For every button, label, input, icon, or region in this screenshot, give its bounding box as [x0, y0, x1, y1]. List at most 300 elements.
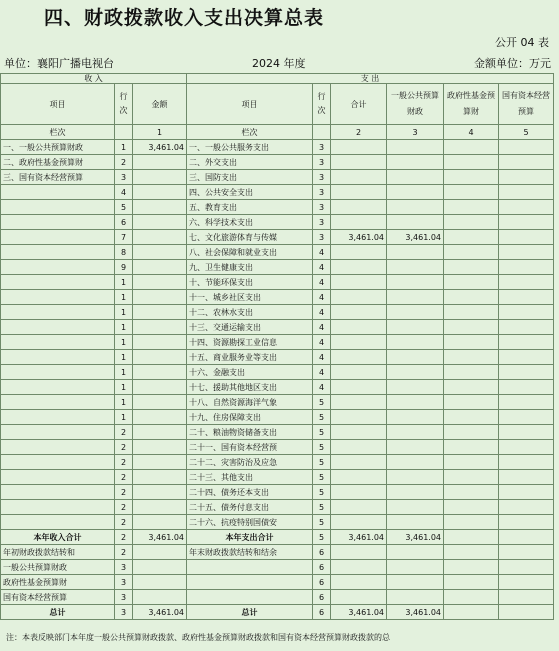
expense-gov-fund [444, 395, 499, 410]
expense-line: 4 [313, 320, 331, 335]
table-row [1, 500, 554, 515]
expense-total [331, 320, 387, 335]
income-amount [133, 545, 187, 560]
income-line: 2 [115, 155, 133, 170]
expense-line: 3 [313, 215, 331, 230]
expense-item: 九、卫生健康支出 [187, 260, 313, 275]
expense-total [331, 245, 387, 260]
expense-state-capital [499, 395, 554, 410]
expense-line: 5 [313, 470, 331, 485]
expense-line: 3 [313, 185, 331, 200]
expense-general-budget [387, 545, 444, 560]
expense-gov-fund [444, 155, 499, 170]
income-line: 2 [115, 425, 133, 440]
table-row [1, 395, 554, 410]
expense-general-budget: 3,461.04 [387, 230, 444, 245]
expense-total [331, 215, 387, 230]
col-item-header: 项目 [1, 84, 115, 125]
expense-state-capital [499, 485, 554, 500]
expense-state-capital [499, 455, 554, 470]
table-row [1, 230, 554, 245]
expense-state-capital [499, 380, 554, 395]
income-item: 一、一般公共预算财政 [1, 140, 115, 155]
expense-line: 4 [313, 380, 331, 395]
income-amount [133, 260, 187, 275]
income-line: 2 [115, 500, 133, 515]
expense-state-capital [499, 200, 554, 215]
table-row [1, 530, 554, 545]
expense-general-budget [387, 395, 444, 410]
income-amount [133, 395, 187, 410]
expense-total [331, 305, 387, 320]
expense-line: 5 [313, 425, 331, 440]
expense-gov-fund [444, 320, 499, 335]
expense-total [331, 560, 387, 575]
expense-state-capital [499, 230, 554, 245]
expense-state-capital [499, 245, 554, 260]
income-amount [133, 515, 187, 530]
expense-item: 八、社会保障和就业支出 [187, 245, 313, 260]
income-item [1, 215, 115, 230]
income-amount [133, 335, 187, 350]
expense-line: 3 [313, 140, 331, 155]
expense-item: 十二、农林水支出 [187, 305, 313, 320]
table-row [1, 575, 554, 590]
expense-state-capital [499, 305, 554, 320]
expense-line: 3 [313, 155, 331, 170]
expense-general-budget [387, 470, 444, 485]
expense-general-budget [387, 350, 444, 365]
income-item [1, 350, 115, 365]
expense-state-capital [499, 590, 554, 605]
expense-item: 二十五、债务付息支出 [187, 500, 313, 515]
expense-total: 3,461.04 [331, 605, 387, 620]
expense-line: 5 [313, 455, 331, 470]
expense-state-capital [499, 440, 554, 455]
table-row [1, 350, 554, 365]
expense-state-capital [499, 605, 554, 620]
expense-line: 4 [313, 350, 331, 365]
table-row [1, 425, 554, 440]
expense-general-budget [387, 155, 444, 170]
col-general-budget-header: 一般公共预算财政 [387, 84, 444, 125]
expense-gov-fund [444, 545, 499, 560]
income-line: 8 [115, 245, 133, 260]
expense-gov-fund [444, 380, 499, 395]
expense-line: 3 [313, 230, 331, 245]
table-row [1, 215, 554, 230]
expense-line: 6 [313, 590, 331, 605]
income-item [1, 320, 115, 335]
income-amount [133, 230, 187, 245]
expense-state-capital [499, 155, 554, 170]
income-line: 4 [115, 185, 133, 200]
income-item [1, 335, 115, 350]
expense-general-budget [387, 455, 444, 470]
expense-gov-fund [444, 560, 499, 575]
expense-gov-fund [444, 245, 499, 260]
table-row [1, 260, 554, 275]
expense-item: 十一、城乡社区支出 [187, 290, 313, 305]
expense-line: 4 [313, 365, 331, 380]
expense-state-capital [499, 500, 554, 515]
expense-gov-fund [444, 335, 499, 350]
income-line: 2 [115, 470, 133, 485]
col-state-capital-header: 国有资本经营预算 [499, 84, 554, 125]
budget-table [0, 73, 554, 620]
expense-total [331, 485, 387, 500]
expense-general-budget [387, 485, 444, 500]
lanci-label-2: 栏次 [187, 125, 313, 140]
income-amount [133, 575, 187, 590]
expense-line: 4 [313, 290, 331, 305]
expense-gov-fund [444, 605, 499, 620]
expense-general-budget [387, 290, 444, 305]
income-line: 1 [115, 275, 133, 290]
expense-total [331, 155, 387, 170]
expense-state-capital [499, 185, 554, 200]
expense-line: 3 [313, 200, 331, 215]
expense-gov-fund [444, 260, 499, 275]
expense-item: 二十六、抗疫特别国债安 [187, 515, 313, 530]
expense-general-budget [387, 275, 444, 290]
expense-general-budget [387, 380, 444, 395]
table-row [1, 155, 554, 170]
expense-state-capital [499, 290, 554, 305]
expense-state-capital [499, 470, 554, 485]
expense-line: 6 [313, 575, 331, 590]
expense-state-capital [499, 365, 554, 380]
expense-item: 六、科学技术支出 [187, 215, 313, 230]
col-index-1: 1 [133, 125, 187, 140]
income-amount [133, 500, 187, 515]
expense-gov-fund [444, 425, 499, 440]
expense-line: 5 [313, 515, 331, 530]
income-line: 3 [115, 560, 133, 575]
table-row [1, 410, 554, 425]
expense-item: 二十三、其他支出 [187, 470, 313, 485]
income-line: 3 [115, 575, 133, 590]
table-row [1, 590, 554, 605]
expense-total [331, 290, 387, 305]
income-amount [133, 200, 187, 215]
expense-gov-fund [444, 455, 499, 470]
table-row [1, 455, 554, 470]
income-item [1, 230, 115, 245]
expense-general-budget [387, 560, 444, 575]
income-item: 三、国有资本经营预算 [1, 170, 115, 185]
income-line: 1 [115, 380, 133, 395]
expense-line: 6 [313, 545, 331, 560]
expense-item: 二十一、国有资本经营预 [187, 440, 313, 455]
expense-gov-fund [444, 575, 499, 590]
expense-general-budget [387, 590, 444, 605]
income-amount [133, 290, 187, 305]
income-item [1, 470, 115, 485]
table-row [1, 320, 554, 335]
income-line: 1 [115, 395, 133, 410]
expense-total [331, 545, 387, 560]
income-line: 7 [115, 230, 133, 245]
expense-total [331, 590, 387, 605]
table-row [1, 515, 554, 530]
expense-state-capital [499, 515, 554, 530]
income-amount: 3,461.04 [133, 605, 187, 620]
page-title: 四、财政拨款收入支出决算总表 [44, 7, 325, 29]
table-row [1, 560, 554, 575]
income-line: 2 [115, 515, 133, 530]
income-item [1, 305, 115, 320]
expense-item: 七、文化旅游体育与传媒 [187, 230, 313, 245]
expense-line: 4 [313, 245, 331, 260]
income-item: 总计 [1, 605, 115, 620]
income-item [1, 395, 115, 410]
expense-general-budget [387, 425, 444, 440]
expense-state-capital [499, 140, 554, 155]
income-amount [133, 485, 187, 500]
income-amount [133, 380, 187, 395]
income-item [1, 455, 115, 470]
income-line: 3 [115, 170, 133, 185]
expense-state-capital [499, 260, 554, 275]
expense-general-budget [387, 500, 444, 515]
table-row [1, 305, 554, 320]
expense-line: 4 [313, 305, 331, 320]
expense-general-budget [387, 245, 444, 260]
expense-item: 十九、住房保障支出 [187, 410, 313, 425]
expense-item [187, 590, 313, 605]
expense-general-budget [387, 215, 444, 230]
expense-total [331, 365, 387, 380]
expense-general-budget [387, 410, 444, 425]
expense-state-capital [499, 425, 554, 440]
table-row [1, 545, 554, 560]
expense-general-budget [387, 365, 444, 380]
table-row [1, 140, 554, 155]
income-amount [133, 305, 187, 320]
income-item: 一般公共预算财政 [1, 560, 115, 575]
expense-general-budget [387, 335, 444, 350]
expense-total [331, 500, 387, 515]
income-item [1, 245, 115, 260]
income-line: 2 [115, 485, 133, 500]
expense-gov-fund [444, 305, 499, 320]
expense-line: 4 [313, 335, 331, 350]
col-item2-header: 项目 [187, 84, 313, 125]
income-item [1, 380, 115, 395]
meta-bar [0, 53, 559, 71]
unit-label: 单位：襄阳广播电视台 [4, 57, 114, 70]
expense-line: 5 [313, 395, 331, 410]
expense-total [331, 515, 387, 530]
expense-item: 总计 [187, 605, 313, 620]
income-amount [133, 215, 187, 230]
expense-line: 5 [313, 440, 331, 455]
expense-general-budget [387, 575, 444, 590]
expense-general-budget [387, 185, 444, 200]
expense-line: 4 [313, 275, 331, 290]
income-item [1, 500, 115, 515]
income-amount [133, 155, 187, 170]
income-header: 收 入 [1, 74, 187, 84]
expense-general-budget [387, 320, 444, 335]
expense-total [331, 410, 387, 425]
expense-item: 十三、交通运输支出 [187, 320, 313, 335]
expense-total [331, 440, 387, 455]
expense-total [331, 260, 387, 275]
expense-state-capital [499, 530, 554, 545]
col-index-4: 4 [444, 125, 499, 140]
expense-item [187, 560, 313, 575]
income-amount [133, 425, 187, 440]
expense-gov-fund [444, 215, 499, 230]
col-amount-header: 金额 [133, 84, 187, 125]
income-line: 5 [115, 200, 133, 215]
expense-item: 三、国防支出 [187, 170, 313, 185]
expense-gov-fund [444, 275, 499, 290]
table-row [1, 440, 554, 455]
income-line: 1 [115, 290, 133, 305]
expense-gov-fund [444, 185, 499, 200]
expense-item: 二、外交支出 [187, 155, 313, 170]
expense-gov-fund [444, 290, 499, 305]
expense-line: 5 [313, 500, 331, 515]
expense-total [331, 395, 387, 410]
income-amount: 3,461.04 [133, 140, 187, 155]
income-line: 6 [115, 215, 133, 230]
expense-item: 十八、自然资源海洋气象 [187, 395, 313, 410]
income-line: 1 [115, 335, 133, 350]
expense-item: 二十、粮油物资储备支出 [187, 425, 313, 440]
income-amount [133, 455, 187, 470]
income-item [1, 260, 115, 275]
expense-line: 5 [313, 530, 331, 545]
expense-general-budget [387, 260, 444, 275]
income-amount [133, 560, 187, 575]
income-item [1, 200, 115, 215]
income-line: 3 [115, 590, 133, 605]
expense-total: 3,461.04 [331, 230, 387, 245]
income-line: 1 [115, 350, 133, 365]
expense-state-capital [499, 335, 554, 350]
expense-state-capital [499, 350, 554, 365]
expense-gov-fund [444, 470, 499, 485]
table-row [1, 485, 554, 500]
income-item: 国有资本经营预算 [1, 590, 115, 605]
expense-total [331, 185, 387, 200]
expense-state-capital [499, 275, 554, 290]
col-line2-header: 行次 [313, 84, 331, 125]
expense-gov-fund [444, 485, 499, 500]
table-row [1, 275, 554, 290]
expense-state-capital [499, 410, 554, 425]
col-total-header: 合计 [331, 84, 387, 125]
expense-total [331, 140, 387, 155]
expense-gov-fund [444, 140, 499, 155]
expense-general-budget [387, 140, 444, 155]
table-row [1, 605, 554, 620]
expense-line: 4 [313, 260, 331, 275]
expense-gov-fund [444, 170, 499, 185]
income-amount [133, 350, 187, 365]
income-line: 3 [115, 605, 133, 620]
expense-general-budget [387, 440, 444, 455]
expense-item: 十、节能环保支出 [187, 275, 313, 290]
expense-gov-fund [444, 590, 499, 605]
expense-line: 5 [313, 410, 331, 425]
income-amount [133, 440, 187, 455]
income-item [1, 185, 115, 200]
expense-gov-fund [444, 440, 499, 455]
table-row [1, 470, 554, 485]
expense-general-budget [387, 515, 444, 530]
amount-unit-label: 金额单位：万元 [474, 57, 551, 70]
income-line: 1 [115, 305, 133, 320]
expense-item: 四、公共安全支出 [187, 185, 313, 200]
col-index-5: 5 [499, 125, 554, 140]
expense-item: 五、教育支出 [187, 200, 313, 215]
col-gov-fund-header: 政府性基金预算财 [444, 84, 499, 125]
expense-line: 5 [313, 485, 331, 500]
col-line-header: 行次 [115, 84, 133, 125]
income-amount: 3,461.04 [133, 530, 187, 545]
expense-gov-fund [444, 350, 499, 365]
income-amount [133, 185, 187, 200]
footnote: 注：本表反映部门本年度一般公共预算财政拨款、政府性基金预算财政拨款和国有资本经营预算财政拨款的总 [6, 633, 390, 642]
income-amount [133, 170, 187, 185]
income-item: 政府性基金预算财 [1, 575, 115, 590]
expense-total [331, 275, 387, 290]
expense-total [331, 350, 387, 365]
expense-gov-fund [444, 365, 499, 380]
income-line: 1 [115, 365, 133, 380]
income-amount [133, 590, 187, 605]
income-item [1, 290, 115, 305]
table-row [1, 380, 554, 395]
income-item: 二、政府性基金预算财 [1, 155, 115, 170]
income-amount [133, 470, 187, 485]
table-row [1, 290, 554, 305]
expense-state-capital [499, 170, 554, 185]
table-row [1, 170, 554, 185]
expense-total [331, 470, 387, 485]
expense-gov-fund [444, 530, 499, 545]
expense-state-capital [499, 320, 554, 335]
expense-gov-fund [444, 230, 499, 245]
expense-item: 十七、援助其他地区支出 [187, 380, 313, 395]
expense-general-budget [387, 170, 444, 185]
income-line: 2 [115, 440, 133, 455]
expense-general-budget: 3,461.04 [387, 530, 444, 545]
table-row [1, 245, 554, 260]
table-row [1, 185, 554, 200]
expense-item: 二十四、债务还本支出 [187, 485, 313, 500]
year-label: 2024 年度 [252, 57, 306, 70]
table-row [1, 200, 554, 215]
table-row [1, 365, 554, 380]
expense-total [331, 170, 387, 185]
expense-total [331, 575, 387, 590]
income-amount [133, 320, 187, 335]
col-index-3: 3 [387, 125, 444, 140]
expense-state-capital [499, 545, 554, 560]
income-item [1, 515, 115, 530]
income-line: 2 [115, 530, 133, 545]
expense-state-capital [499, 560, 554, 575]
expense-state-capital [499, 215, 554, 230]
income-item [1, 410, 115, 425]
expense-line: 6 [313, 560, 331, 575]
